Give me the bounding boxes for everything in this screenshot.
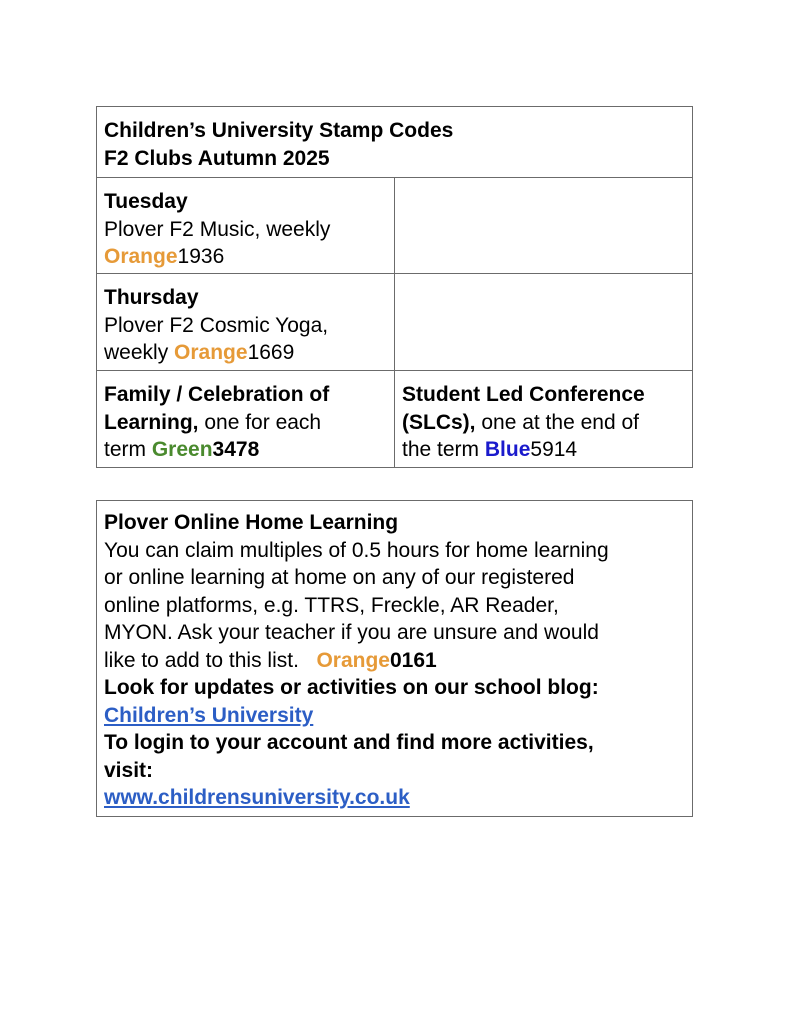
- family-color-word: Green: [151, 438, 213, 461]
- table-title-cell: [97, 107, 692, 177]
- home-learning-cell: [97, 501, 692, 816]
- home-learning-box: [96, 500, 693, 817]
- login-text: To login to your account and find more activities,: [104, 731, 594, 754]
- tuesday-code: 1936: [177, 245, 225, 268]
- thursday-day: Thursday: [104, 286, 199, 309]
- home-learning-body-end: like to add to this list.: [104, 648, 317, 672]
- slc-color-word: Blue: [484, 438, 531, 461]
- column-divider: [394, 178, 395, 467]
- home-learning-heading: Plover Online Home Learning: [104, 511, 399, 534]
- family-code-line: [104, 436, 394, 464]
- family-cell: [97, 371, 394, 467]
- slc-cell: [395, 371, 692, 467]
- home-learning-code-line: [104, 647, 692, 675]
- home-learning-code: 0161: [389, 648, 437, 672]
- thursday-club: Plover F2 Cosmic Yoga,: [104, 313, 329, 337]
- family-code: 3478: [212, 438, 260, 461]
- home-learning-body-line: You can claim multiples of 0.5 hours for home learning: [104, 538, 609, 562]
- childrens-university-website-link[interactable]: www.childrensuniversity.co.uk: [104, 786, 410, 809]
- home-learning-body-line: or online learning at home on any of our registered: [104, 566, 575, 589]
- slc-frequency: one at the end of: [475, 410, 639, 434]
- home-learning-color-word: Orange: [316, 648, 390, 672]
- family-term: term: [104, 438, 152, 461]
- childrens-university-blog-link[interactable]: Children’s University: [104, 703, 314, 727]
- slc-code: 5914: [530, 438, 578, 461]
- table-title: Children’s University Stamp Codes: [104, 119, 454, 142]
- tuesday-code-line: [104, 243, 394, 271]
- thursday-code: 1669: [247, 341, 295, 364]
- stamp-codes-table: [96, 106, 693, 468]
- family-line2: [104, 409, 394, 437]
- slc-title-cont: (SLCs),: [402, 410, 476, 434]
- table-subtitle: F2 Clubs Autumn 2025: [104, 146, 330, 170]
- tuesday-day: Tuesday: [104, 190, 188, 213]
- slc-code-line: [402, 436, 692, 464]
- family-title: Family / Celebration of: [104, 383, 330, 406]
- tuesday-club: Plover F2 Music, weekly: [104, 217, 331, 241]
- family-title-cont: Learning,: [104, 410, 199, 434]
- tuesday-cell: [97, 178, 394, 274]
- login-text-cont: visit:: [104, 758, 154, 782]
- home-learning-body-line: online platforms, e.g. TTRS, Freckle, AR Reader,: [104, 593, 559, 617]
- thursday-cell: [97, 274, 394, 371]
- home-learning-body-line: MYON. Ask your teacher if you are unsure and would: [104, 621, 599, 644]
- thursday-color-word: Orange: [174, 341, 248, 364]
- family-frequency: one for each: [198, 410, 322, 434]
- thursday-code-line: [104, 339, 394, 367]
- blog-text: Look for updates or activities on our school blog:: [104, 676, 599, 699]
- thursday-club-frequency: weekly: [104, 341, 175, 364]
- slc-term: the term: [402, 438, 485, 461]
- tuesday-color-word: Orange: [104, 245, 178, 268]
- slc-line2: [402, 409, 692, 437]
- slc-title: Student Led Conference: [402, 383, 645, 406]
